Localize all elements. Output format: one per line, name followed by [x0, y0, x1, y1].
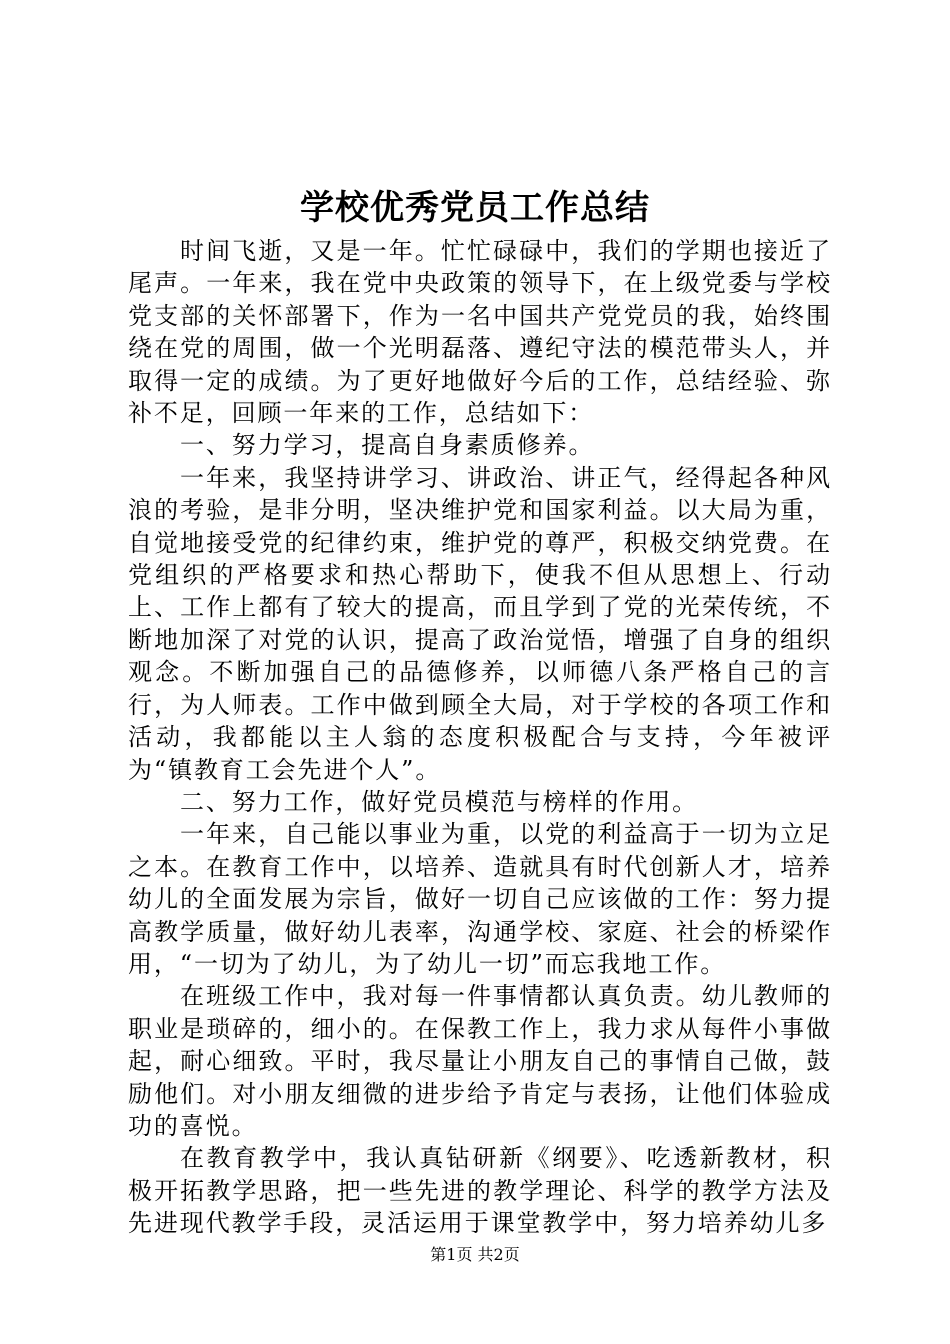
- page-footer: 第1页 共2页: [430, 1245, 520, 1264]
- document-body: [128, 235, 832, 1240]
- paragraph-work: 一年来，自己能以事业为重，以党的利益高于一切为立足之本。在教育工作中，以培养、造就具有时代创新人才，培养幼儿的全面发展为宗旨，做好一切自己应该做的工作：努力提高教学质量，做好幼儿表率，沟通学校、家庭、社会的桥梁作用，“一切为了幼儿，为了幼儿一切”而忘我地工作。: [128, 820, 832, 978]
- document-title: 学校优秀党员工作总结: [300, 188, 650, 228]
- section-heading-2: 二、努力工作，做好党员模范与榜样的作用。: [180, 787, 698, 816]
- paragraph-class-work: 在班级工作中，我对每一件事情都认真负责。幼儿教师的职业是琐碎的，细小的。在保教工作上，我力求从每件小事做起，耐心细致。平时，我尽量让小朋友自己的事情自己做，鼓励他们。对小朋友细微的进步给予肯定与表扬，让他们体验成功的喜悦。: [128, 982, 832, 1140]
- paragraph-teaching: 在教育教学中，我认真钻研新《纲要》、吃透新教材，积极开拓教学思路，把一些先进的教学理论、科学的教学方法及先进现代教学手段，灵活运用于课堂教学中，努力培养幼儿多: [128, 1144, 832, 1238]
- paragraph-intro: 时间飞逝，又是一年。忙忙碌碌中，我们的学期也接近了尾声。一年来，我在党中央政策的领导下，在上级党委与学校党支部的关怀部署下，作为一名中国共产党党员的我，始终围绕在党的周围，做一个光明磊落、遵纪守法的模范带头人，并取得一定的成绩。为了更好地做好今后的工作，总结经验、弥补不足，回顾一年来的工作，总结如下：: [128, 237, 832, 428]
- section-heading-1: 一、努力学习，提高自身素质修养。: [180, 431, 595, 460]
- paragraph-study: 一年来，我坚持讲学习、讲政治、讲正气，经得起各种风浪的考验，是非分明，坚决维护党和国家利益。以大局为重，自觉地接受党的纪律约束，维护党的尊严，积极交纳党费。在党组织的严格要求和热心帮助下，使我不但从思想上、行动上、工作上都有了较大的提高，而且学到了党的光荣传统，不断地加深了对党的认识，提高了政治觉悟，增强了自身的组织观念。不断加强自己的品德修养，以师德八条严格自己的言行，为人师表。工作中做到顾全大局，对于学校的各项工作和活动，我都能以主人翁的态度积极配合与支持，今年被评为“镇教育工会先进个人”。: [128, 463, 832, 784]
